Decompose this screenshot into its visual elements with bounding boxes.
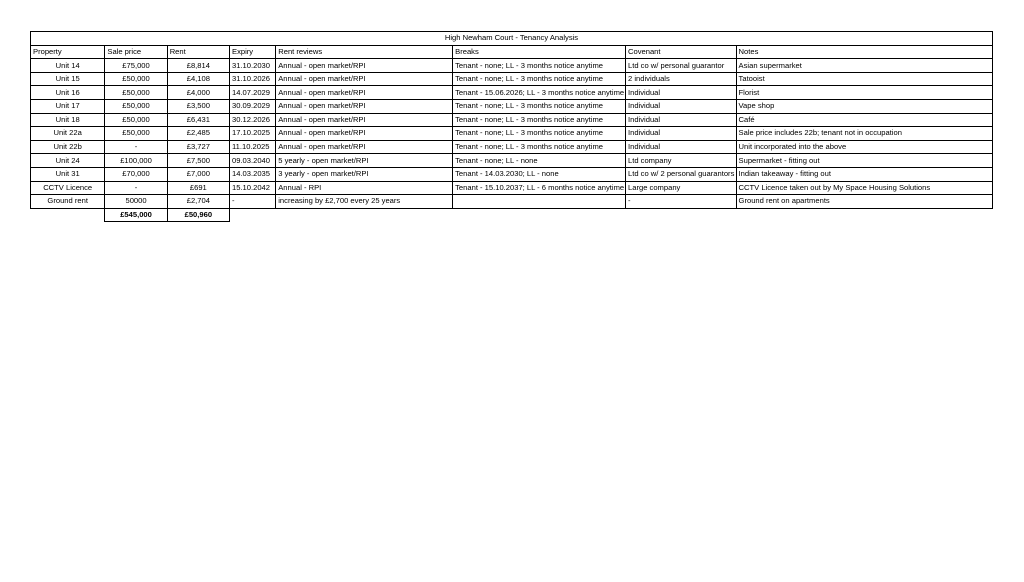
cell-expiry: - bbox=[230, 195, 276, 209]
cell-expiry: 17.10.2025 bbox=[230, 127, 276, 141]
table-row bbox=[31, 167, 993, 181]
cell-sale-price: £50,000 bbox=[105, 113, 167, 127]
column-header-expiry: Expiry bbox=[230, 45, 276, 59]
cell-expiry: 30.09.2029 bbox=[230, 99, 276, 113]
column-header-sale-price: Sale price bbox=[105, 45, 167, 59]
cell-covenant: Ltd co w/ 2 personal guarantors bbox=[626, 167, 737, 181]
table-header-row bbox=[31, 45, 993, 59]
cell-property: Unit 22b bbox=[31, 140, 105, 154]
cell-rent-reviews: Annual - open market/RPI bbox=[276, 113, 453, 127]
table-row bbox=[31, 113, 993, 127]
cell-rent-reviews: Annual - open market/RPI bbox=[276, 127, 453, 141]
cell-rent-reviews: 5 yearly - open market/RPI bbox=[276, 154, 453, 168]
cell-notes: Asian supermarket bbox=[736, 59, 992, 73]
cell-sale-price: - bbox=[105, 140, 167, 154]
cell-covenant: Ltd co w/ personal guarantor bbox=[626, 59, 737, 73]
cell-breaks: Tenant - 14.03.2030; LL - none bbox=[453, 167, 626, 181]
cell-breaks: Tenant - none; LL - 3 months notice anytime bbox=[453, 72, 626, 86]
column-header-rent-reviews: Rent reviews bbox=[276, 45, 453, 59]
cell-breaks: Tenant - none; LL - 3 months notice anytime bbox=[453, 59, 626, 73]
totals-spacer bbox=[31, 208, 105, 222]
cell-rent: £2,704 bbox=[167, 195, 229, 209]
cell-property: Unit 16 bbox=[31, 86, 105, 100]
cell-notes: CCTV Licence taken out by My Space Housing Solutions bbox=[736, 181, 992, 195]
cell-rent-reviews: 3 yearly - open market/RPI bbox=[276, 167, 453, 181]
cell-rent: £7,500 bbox=[167, 154, 229, 168]
cell-sale-price: £70,000 bbox=[105, 167, 167, 181]
cell-expiry: 31.10.2026 bbox=[230, 72, 276, 86]
cell-property: Unit 24 bbox=[31, 154, 105, 168]
cell-covenant: Individual bbox=[626, 99, 737, 113]
cell-covenant: Individual bbox=[626, 86, 737, 100]
cell-sale-price: £50,000 bbox=[105, 86, 167, 100]
cell-breaks: Tenant - 15.06.2026; LL - 3 months notice anytime bbox=[453, 86, 626, 100]
cell-property: Unit 31 bbox=[31, 167, 105, 181]
cell-rent: £4,000 bbox=[167, 86, 229, 100]
cell-notes: Tatooist bbox=[736, 72, 992, 86]
cell-covenant: - bbox=[626, 195, 737, 209]
tenancy-analysis-table bbox=[30, 31, 993, 222]
cell-breaks: Tenant - 15.10.2037; LL - 6 months notice anytime bbox=[453, 181, 626, 195]
cell-covenant: Large company bbox=[626, 181, 737, 195]
cell-rent: £2,485 bbox=[167, 127, 229, 141]
cell-sale-price: £100,000 bbox=[105, 154, 167, 168]
cell-expiry: 15.10.2042 bbox=[230, 181, 276, 195]
cell-expiry: 14.07.2029 bbox=[230, 86, 276, 100]
total-sale-price: £545,000 bbox=[105, 208, 167, 222]
cell-property: Unit 15 bbox=[31, 72, 105, 86]
cell-expiry: 31.10.2030 bbox=[230, 59, 276, 73]
cell-notes: Sale price includes 22b; tenant not in occupation bbox=[736, 127, 992, 141]
document-title: High Newham Court - Tenancy Analysis bbox=[31, 32, 993, 46]
cell-covenant: Individual bbox=[626, 127, 737, 141]
totals-spacer bbox=[276, 208, 453, 222]
table-row bbox=[31, 72, 993, 86]
cell-breaks: Tenant - none; LL - 3 months notice anytime bbox=[453, 113, 626, 127]
cell-sale-price: £50,000 bbox=[105, 127, 167, 141]
cell-sale-price: £50,000 bbox=[105, 72, 167, 86]
table-row bbox=[31, 86, 993, 100]
cell-property: Unit 17 bbox=[31, 99, 105, 113]
cell-rent-reviews: Annual - open market/RPI bbox=[276, 86, 453, 100]
cell-property: Ground rent bbox=[31, 195, 105, 209]
cell-notes: Florist bbox=[736, 86, 992, 100]
column-header-property: Property bbox=[31, 45, 105, 59]
cell-property: Unit 18 bbox=[31, 113, 105, 127]
cell-property: CCTV Licence bbox=[31, 181, 105, 195]
cell-rent-reviews: increasing by £2,700 every 25 years bbox=[276, 195, 453, 209]
cell-covenant: 2 individuals bbox=[626, 72, 737, 86]
cell-expiry: 14.03.2035 bbox=[230, 167, 276, 181]
cell-notes: Ground rent on apartments bbox=[736, 195, 992, 209]
cell-rent: £6,431 bbox=[167, 113, 229, 127]
cell-expiry: 11.10.2025 bbox=[230, 140, 276, 154]
cell-property: Unit 22a bbox=[31, 127, 105, 141]
cell-breaks: Tenant - none; LL - none bbox=[453, 154, 626, 168]
cell-rent-reviews: Annual - open market/RPI bbox=[276, 59, 453, 73]
spreadsheet-area bbox=[30, 31, 993, 222]
totals-spacer bbox=[626, 208, 737, 222]
cell-property: Unit 14 bbox=[31, 59, 105, 73]
totals-row bbox=[31, 208, 993, 222]
table-row bbox=[31, 99, 993, 113]
cell-rent-reviews: Annual - open market/RPI bbox=[276, 99, 453, 113]
column-header-covenant: Covenant bbox=[626, 45, 737, 59]
cell-covenant: Individual bbox=[626, 113, 737, 127]
cell-notes: Vape shop bbox=[736, 99, 992, 113]
cell-rent: £4,108 bbox=[167, 72, 229, 86]
column-header-notes: Notes bbox=[736, 45, 992, 59]
table-row bbox=[31, 59, 993, 73]
cell-rent-reviews: Annual - open market/RPI bbox=[276, 140, 453, 154]
cell-rent: £8,814 bbox=[167, 59, 229, 73]
cell-breaks bbox=[453, 195, 626, 209]
cell-sale-price: £50,000 bbox=[105, 99, 167, 113]
cell-breaks: Tenant - none; LL - 3 months notice anytime bbox=[453, 127, 626, 141]
cell-notes: Unit incorporated into the above bbox=[736, 140, 992, 154]
column-header-rent: Rent bbox=[167, 45, 229, 59]
cell-rent-reviews: Annual - RPI bbox=[276, 181, 453, 195]
cell-notes: Indian takeaway - fitting out bbox=[736, 167, 992, 181]
cell-rent: £3,500 bbox=[167, 99, 229, 113]
totals-spacer bbox=[230, 208, 276, 222]
cell-sale-price: £75,000 bbox=[105, 59, 167, 73]
cell-breaks: Tenant - none; LL - 3 months notice anytime bbox=[453, 99, 626, 113]
cell-covenant: Ltd company bbox=[626, 154, 737, 168]
table-title-row bbox=[31, 32, 993, 46]
cell-notes: Supermarket - fitting out bbox=[736, 154, 992, 168]
cell-sale-price: 50000 bbox=[105, 195, 167, 209]
column-header-breaks: Breaks bbox=[453, 45, 626, 59]
table-row bbox=[31, 181, 993, 195]
table-row bbox=[31, 140, 993, 154]
cell-expiry: 09.03.2040 bbox=[230, 154, 276, 168]
cell-rent-reviews: Annual - open market/RPI bbox=[276, 72, 453, 86]
totals-spacer bbox=[453, 208, 626, 222]
table-row bbox=[31, 195, 993, 209]
total-rent: £50,960 bbox=[167, 208, 229, 222]
cell-rent: £3,727 bbox=[167, 140, 229, 154]
table-row bbox=[31, 154, 993, 168]
cell-notes: Café bbox=[736, 113, 992, 127]
cell-covenant: Individual bbox=[626, 140, 737, 154]
cell-breaks: Tenant - none; LL - 3 months notice anytime bbox=[453, 140, 626, 154]
cell-rent: £691 bbox=[167, 181, 229, 195]
cell-rent: £7,000 bbox=[167, 167, 229, 181]
cell-expiry: 30.12.2026 bbox=[230, 113, 276, 127]
totals-spacer bbox=[736, 208, 992, 222]
table-row bbox=[31, 127, 993, 141]
cell-sale-price: - bbox=[105, 181, 167, 195]
